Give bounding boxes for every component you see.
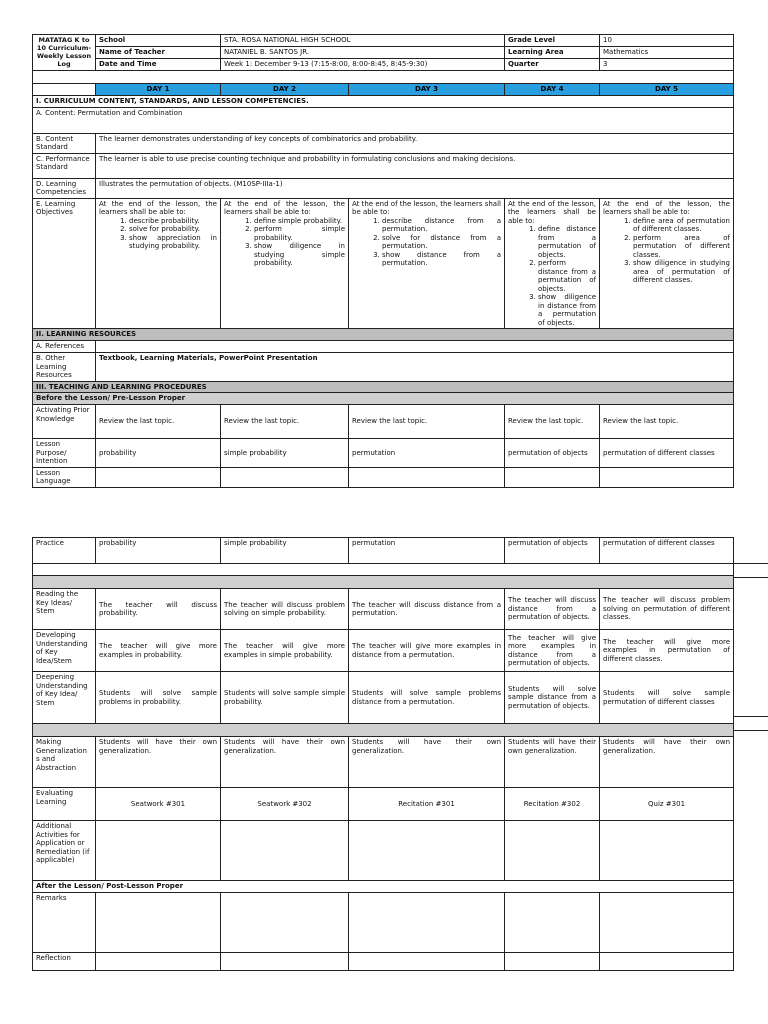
practice-day4: permutation of objects [505,538,600,564]
developing-day1: The teacher will give more examples in probability. [96,630,221,672]
additional-day4 [505,821,600,881]
performance-label: C. Performance Standard [33,153,96,178]
evaluating-day5: Quiz #301 [600,788,734,821]
objective-item: 1. describe distance from a permutation. [382,217,501,234]
objectives-day2 [221,198,349,329]
evaluating-day2: Seatwork #302 [221,788,349,821]
language-label: Lesson Language [33,467,96,487]
objectives-intro: At the end of the lesson, the learners shall be able to: [224,199,345,216]
generalization-day2: Students will have their own generalization. [221,737,349,788]
generalization-day1: Students will have their own generalization. [96,737,221,788]
quarter-label: Quarter [505,59,600,71]
evaluating-day4: Recitation #302 [505,788,600,821]
developing-day5: The teacher will give more examples in permutation of different classes. [600,630,734,672]
objectives-day3 [349,198,505,329]
objectives-intro: At the end of the lesson, the learners shall be able to: [603,199,730,216]
grade-value: 10 [600,35,734,47]
developing-day2: The teacher will give more examples in simple probability. [221,630,349,672]
evaluating-day1: Seatwork #301 [96,788,221,821]
competencies-value: Illustrates the permutation of objects. (M10SP-IIIa-1) [96,178,734,198]
reading-label: Reading the Key Ideas/ Stem [33,589,96,630]
gray-band-row [33,576,734,589]
lesson-log-table-page2 [32,537,734,971]
objectives-intro: At the end of the lesson, the learners shall be able to: [99,199,217,216]
performance-value: The learner is able to use precise counting technique and probability in formulating conclusions and making decisions. [96,153,734,178]
activating-day4: Review the last topic. [505,405,600,439]
reflection-day4 [505,953,600,971]
objective-item: 2. perform simple probability. [254,225,345,242]
additional-day1 [96,821,221,881]
reflection-label: Reflection [33,953,96,971]
deepening-label: Deepening Understanding of Key Idea/ Stem [33,672,96,724]
objective-item: 3. show diligence in studying simple probability. [254,242,345,268]
activating-label: Activating Prior Knowledge [33,405,96,439]
objectives-label: E. Learning Objectives [33,198,96,329]
language-day4 [505,467,600,487]
section1-title: I. CURRICULUM CONTENT, STANDARDS, AND LESSON COMPETENCIES. [33,96,734,108]
content-standard-label: B. Content Standard [33,133,96,153]
deepening-day4: Students will solve sample distance from a permutation of objects. [505,672,600,724]
objective-item: 3. show diligence in studying area of permutation of different classes. [633,259,730,285]
row-border-extension [733,563,768,578]
purpose-day2: simple probability [221,439,349,468]
date-label: Date and Time [96,59,221,71]
purpose-label: Lesson Purpose/ Intention [33,439,96,468]
blank-row [33,564,734,576]
additional-label: Additional Activities for Application or Remediation (if applicable) [33,821,96,881]
practice-day1: probability [96,538,221,564]
day-1-header: DAY 1 [96,84,221,96]
day-2-header: DAY 2 [221,84,349,96]
gray-band-row [33,724,734,737]
school-label: School [96,35,221,47]
objectives-intro: At the end of the lesson, the learners shall be able to: [508,199,596,225]
remarks-label: Remarks [33,893,96,953]
section2-title: II. LEARNING RESOURCES [33,329,734,341]
reading-day4: The teacher will discuss distance from a permutation of objects. [505,589,600,630]
developing-label: Developing Understanding of Key Idea/Stem [33,630,96,672]
reflection-day3 [349,953,505,971]
generalization-day5: Students will have their own generalization. [600,737,734,788]
deepening-day2: Students will solve sample simple probability. [221,672,349,724]
remarks-day2 [221,893,349,953]
after-lesson-title: After the Lesson/ Post-Lesson Proper [33,881,734,893]
reading-day3: The teacher will discuss distance from a permutation. [349,589,505,630]
developing-day3: The teacher will give more examples in distance from a permutation. [349,630,505,672]
remarks-day5 [600,893,734,953]
objective-item: 2. solve for distance from a permutation. [382,234,501,251]
lesson-log-table-page1 [32,34,734,488]
objective-item: 1. define distance from a permutation of objects. [538,225,596,259]
deepening-day5: Students will solve sample permutation of different classes [600,672,734,724]
activating-day1: Review the last topic. [96,405,221,439]
additional-day5 [600,821,734,881]
language-day5 [600,467,734,487]
objective-item: 3. show appreciation in studying probability. [129,234,217,251]
references-label: A. References [33,341,96,353]
objective-item: 2. solve for probability. [129,225,217,234]
deepening-day3: Students will solve sample problems distance from a permutation. [349,672,505,724]
language-day3 [349,467,505,487]
developing-day4: The teacher will give more examples in distance from a permutation of objects. [505,630,600,672]
row-border-extension [733,716,768,731]
activating-day5: Review the last topic. [600,405,734,439]
remarks-day4 [505,893,600,953]
objectives-day1 [96,198,221,329]
reflection-day5 [600,953,734,971]
before-lesson-title: Before the Lesson/ Pre-Lesson Proper [33,393,734,405]
objectives-day5 [600,198,734,329]
school-value: STA. ROSA NATIONAL HIGH SCHOOL [221,35,505,47]
reflection-day1 [96,953,221,971]
objective-item: 2. perform distance from a permutation of objects. [538,259,596,293]
purpose-day5: permutation of different classes [600,439,734,468]
evaluating-day3: Recitation #301 [349,788,505,821]
objectives-intro: At the end of the lesson, the learners shall be able to: [352,199,501,216]
objective-item: 3. show diligence in distance from a permutation of objects. [538,293,596,327]
date-value: Week 1: December 9-13 (7:15-8:00, 8:00-8:45, 8:45-9:30) [221,59,505,71]
remarks-day3 [349,893,505,953]
grade-label: Grade Level [505,35,600,47]
additional-day3 [349,821,505,881]
activating-day3: Review the last topic. [349,405,505,439]
other-resources-label: B. Other Learning Resources [33,353,96,382]
practice-day5: permutation of different classes [600,538,734,564]
reading-day1: The teacher will discuss probability. [96,589,221,630]
reading-day2: The teacher will discuss problem solving on simple probability. [221,589,349,630]
purpose-day4: permutation of objects [505,439,600,468]
log-title: MATATAG K to 10 Curriculum-Weekly Lesson Log [33,35,96,71]
deepening-day1: Students will solve sample problems in probability. [96,672,221,724]
competencies-label: D. Learning Competencies [33,178,96,198]
objective-item: 1. describe probability. [129,217,217,226]
spacer-row [33,71,734,84]
reflection-day2 [221,953,349,971]
content-standard-value: The learner demonstrates understanding of key concepts of combinatorics and probability. [96,133,734,153]
section3-title: III. TEACHING AND LEARNING PROCEDURES [33,381,734,393]
language-day2 [221,467,349,487]
reading-day5: The teacher will discuss problem solving on permutation of different classes. [600,589,734,630]
purpose-day3: permutation [349,439,505,468]
remarks-day1 [96,893,221,953]
generalization-day4: Students will have their own generalization. [505,737,600,788]
additional-day2 [221,821,349,881]
day-5-header: DAY 5 [600,84,734,96]
day-header-blank [33,84,96,96]
language-day1 [96,467,221,487]
teacher-label: Name of Teacher [96,47,221,59]
generalization-label: Making Generalization s and Abstraction [33,737,96,788]
day-4-header: DAY 4 [505,84,600,96]
other-resources-value: Textbook, Learning Materials, PowerPoint Presentation [96,353,734,382]
area-label: Learning Area [505,47,600,59]
objective-item: 2. perform area of permutation of different classes. [633,234,730,260]
generalization-day3: Students will have their own generalization. [349,737,505,788]
teacher-value: NATANIEL B. SANTOS JR. [221,47,505,59]
objective-item: 1. define simple probability. [254,217,345,226]
objectives-day4 [505,198,600,329]
day-header-row [33,84,734,96]
quarter-value: 3 [600,59,734,71]
references-value [96,341,734,353]
practice-day2: simple probability [221,538,349,564]
area-value: Mathematics [600,47,734,59]
objective-item: 1. define area of permutation of different classes. [633,217,730,234]
purpose-day1: probability [96,439,221,468]
day-3-header: DAY 3 [349,84,505,96]
content-row: A. Content: Permutation and Combination [33,107,734,133]
objective-item: 3. show distance from a permutation. [382,251,501,268]
evaluating-label: Evaluating Learning [33,788,96,821]
activating-day2: Review the last topic. [221,405,349,439]
practice-day3: permutation [349,538,505,564]
practice-label: Practice [33,538,96,564]
